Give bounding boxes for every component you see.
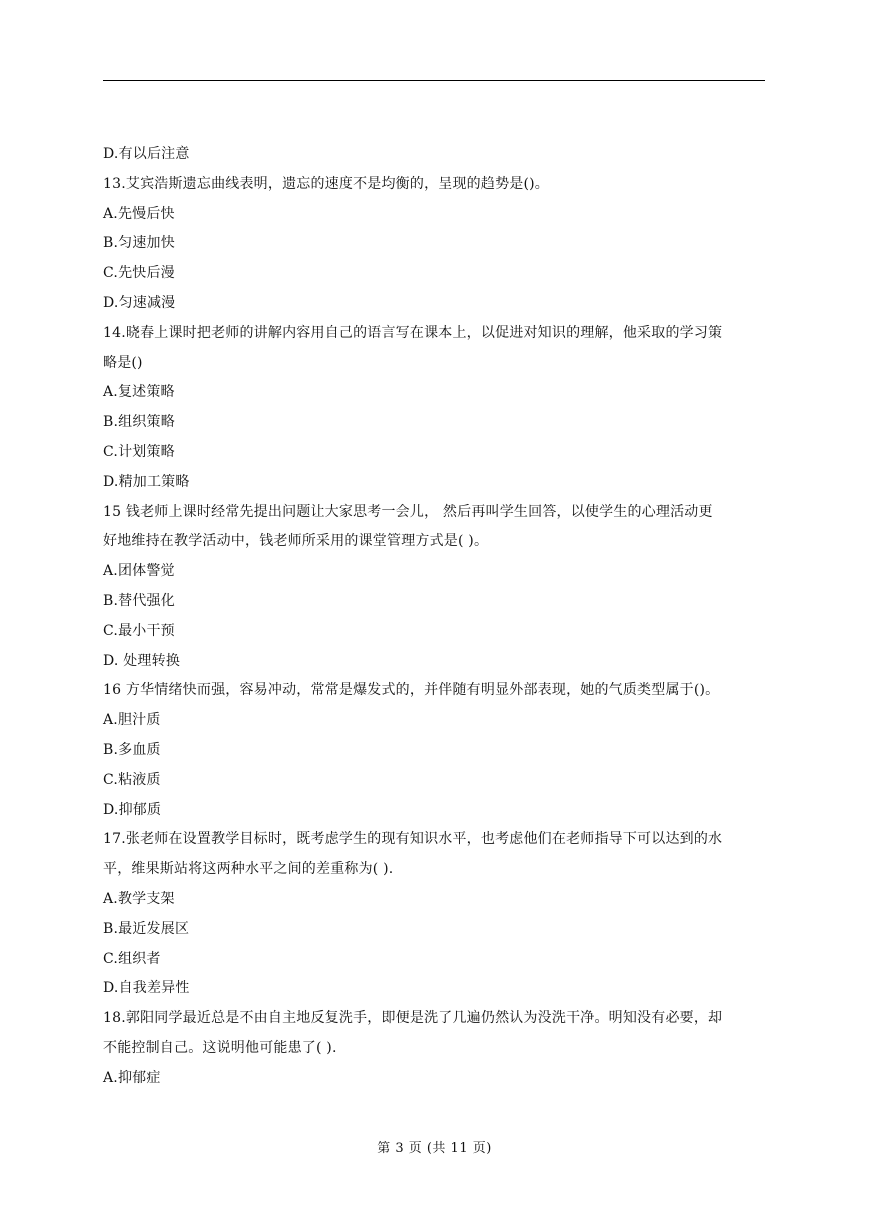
option-line: A.胆汁质 bbox=[103, 712, 161, 729]
question-15-continued: 好地维持在教学活动中，钱老师所采用的课堂管理方式是( )。 bbox=[103, 533, 489, 550]
option-line: D. 处理转换 bbox=[103, 652, 181, 669]
option-line: D.抑郁质 bbox=[103, 801, 162, 818]
option-line: C.粘液质 bbox=[103, 771, 161, 788]
question-14-continued: 略是() bbox=[103, 354, 143, 371]
option-line: B.匀速加快 bbox=[103, 235, 175, 252]
option-line: B.组织策略 bbox=[103, 414, 175, 431]
option-line: A.复述策略 bbox=[103, 384, 175, 401]
question-17-continued: 平，维果斯站将这两种水平之间的差重称为( ). bbox=[103, 861, 394, 878]
option-line: C.先快后漫 bbox=[103, 265, 175, 282]
option-line: A.抑郁症 bbox=[103, 1069, 161, 1086]
option-line: A.先慢后快 bbox=[103, 205, 175, 222]
option-line: C.计划策略 bbox=[103, 443, 175, 460]
header-rule bbox=[103, 80, 765, 81]
option-line: D.自我差异性 bbox=[103, 980, 190, 997]
question-18: 18.郭阳同学最近总是不由自主地反复洗手，即便是洗了几遍仍然认为没洗干净。明知没有必要，却 bbox=[103, 1010, 723, 1027]
question-18-continued: 不能控制自己。这说明他可能患了( ). bbox=[103, 1039, 337, 1056]
question-14: 14.晓春上课时把老师的讲解内容用自己的语言写在课本上，以促进对知识的理解，他采取的学习策 bbox=[103, 324, 723, 341]
option-line: B.最近发展区 bbox=[103, 920, 190, 937]
option-line: C.最小干预 bbox=[103, 622, 175, 639]
option-line: D.精加工策略 bbox=[103, 473, 190, 490]
document-body bbox=[103, 140, 767, 1094]
option-line: B.多血质 bbox=[103, 741, 161, 758]
question-17: 17.张老师在设置教学目标时，既考虑学生的现有知识水平，也考虑他们在老师指导下可以达到的水 bbox=[103, 831, 723, 848]
option-line: B.替代强化 bbox=[103, 592, 175, 609]
question-15: 15 钱老师上课时经常先提出问题让大家思考一会儿， 然后再叫学生回答，以使学生的心理活动更 bbox=[103, 503, 713, 520]
option-line: A.教学支架 bbox=[103, 890, 175, 907]
option-line: D.匀速减漫 bbox=[103, 294, 176, 311]
option-line: A.团体警觉 bbox=[103, 563, 175, 580]
option-line: C.组织者 bbox=[103, 950, 161, 967]
page-footer: 第 3 页 (共 11 页) bbox=[377, 1141, 492, 1156]
question-16: 16 方华情绪快而强，容易冲动，常常是爆发式的，并伴随有明显外部表现，她的气质类型属于()。 bbox=[103, 682, 720, 699]
option-line: D.有以后注意 bbox=[103, 146, 190, 162]
question-13: 13.艾宾浩斯遗忘曲线表明，遗忘的速度不是均衡的，呈现的趋势是()。 bbox=[103, 175, 549, 192]
